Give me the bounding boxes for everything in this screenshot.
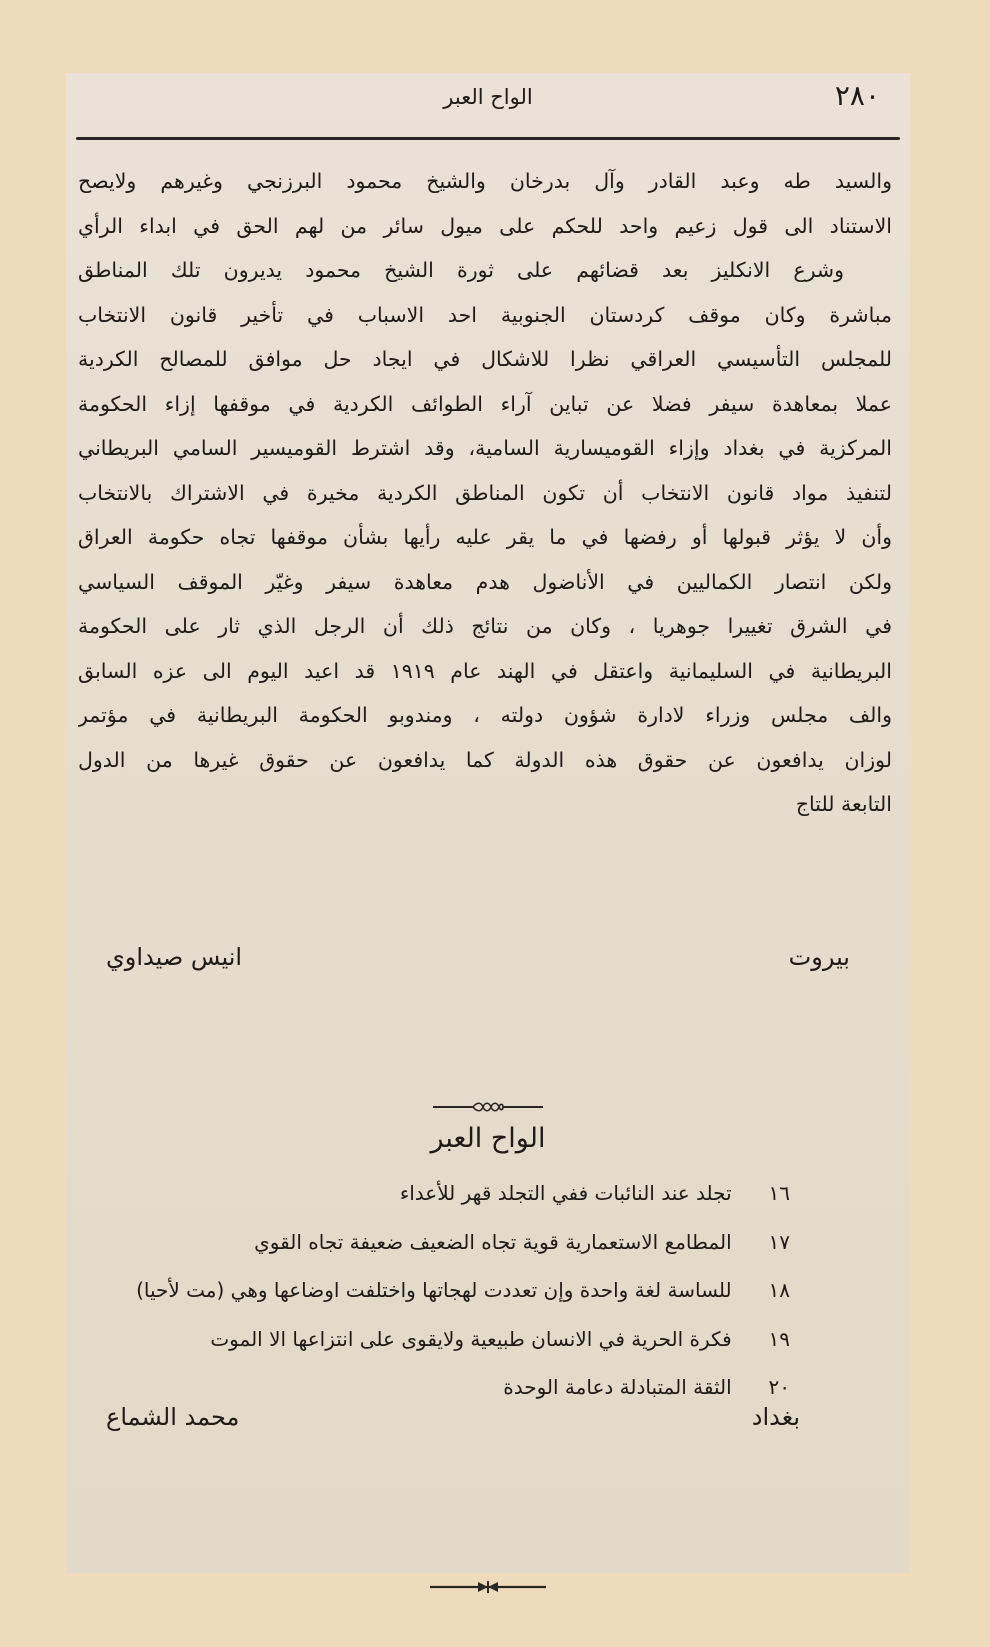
article-line: وشرع الانكليز بعد قضائهم على ثورة الشيخ محمود يديرون تلك المناطق: [78, 258, 844, 282]
maxim-number: ١٦: [768, 1181, 790, 1205]
signature-place: بيروت: [788, 943, 850, 971]
maxim-text: للساسة لغة واحدة وإن تعددت لهجاتها واختلفت اوضاعها وهي (مت لأحيا): [136, 1278, 732, 1302]
article-line: وأن لا يؤثر قبولها أو رفضها في ما يقر عليه رأيها بشأن موقفها تجاه حكومة العراق: [78, 525, 892, 549]
article-line: ولكن انتصار الكماليين في الأناضول هدم معاهدة سيفر وغيّر الموقف السياسي: [78, 569, 892, 594]
article-line: البريطانية في السليمانية واعتقل في الهند عام ١٩١٩ قد اعيد اليوم الى عزه السابق: [78, 658, 892, 683]
running-title: الواح العبر: [443, 85, 533, 109]
maxim-item: [96, 1315, 790, 1364]
maxim-text: تجلد عند النائبات ففي التجلد قهر للأعداء: [399, 1181, 732, 1205]
maxim-text: فكرة الحرية في الانسان طبيعية ولايقوى على انتزاعها الا الموت: [210, 1326, 732, 1351]
page-number: ٢٨٠: [834, 79, 880, 112]
page-header: [76, 79, 900, 119]
maxim-number: ١٨: [768, 1278, 790, 1302]
maxim-text: المطامع الاستعمارية قوية تجاه الضعيف ضعيفة تجاه القوي: [254, 1229, 732, 1254]
maxim-item: [96, 1266, 790, 1315]
article-body: [78, 159, 892, 827]
article-line: مباشرة وكان موقف كردستان الجنوبية احد الاسباب في تأخير قانون الانتخاب: [78, 302, 892, 327]
article-line: والسيد طه وعبد القادر وآل بدرخان والشيخ محمود البرزنجي وغيرهم ولايصح: [78, 169, 892, 193]
star-ornament-icon: [66, 1579, 910, 1591]
article-line: لتنفيذ مواد قانون الانتخاب أن تكون المناطق الكردية مخيرة في الاشتراك بالانتخاب: [78, 480, 892, 505]
maxim-item: [96, 1169, 790, 1218]
maxim-text: الثقة المتبادلة دعامة الوحدة: [503, 1375, 732, 1399]
signature-author: محمد الشماع: [106, 1403, 240, 1431]
article-line: والف مجلس وزراء لادارة شؤون دولته ، ومندوبو الحكومة البريطانية في مؤتمر: [78, 703, 892, 727]
maxim-number: ١٧: [768, 1229, 790, 1254]
maxims-list: [96, 1169, 790, 1412]
knot-ornament-icon: [66, 1098, 910, 1110]
header-rule: [76, 137, 900, 140]
signature-place: بغداد: [751, 1403, 800, 1431]
article-line: في الشرق تغييرا جوهريا ، وكان من نتائج ذلك أن الرجل الذي ثار على الحكومة: [78, 614, 892, 638]
maxim-number: ١٩: [768, 1326, 790, 1351]
article-line: المركزية في بغداد وإزاء القوميسارية السامية، وقد اشترط القوميسير السامي البريطاني: [78, 436, 892, 460]
section-title: الواح العبر: [430, 1123, 546, 1154]
maxim-item: [96, 1218, 790, 1267]
book-page: [66, 73, 910, 1573]
maxim-number: ٢٠: [768, 1375, 790, 1399]
article-line: التابعة للتاج: [795, 792, 892, 816]
article-line: للمجلس التأسيسي العراقي نظرا للاشكال في ايجاد حل موافق للمصالح الكردية: [78, 347, 892, 371]
article-line: عملا بمعاهدة سيفر فضلا عن تباين آراء الطوائف الكردية في موقفها إزاء الحكومة: [78, 391, 892, 416]
article-signature: [106, 943, 850, 983]
article-line: لوزان يدافعون عن حقوق هذه الدولة كما يدافعون عن حقوق غيرها من الدول: [78, 747, 892, 772]
article-line: الاستناد الى قول زعيم واحد للحكم على ميول سائر من لهم الحق في ابداء الرأي: [78, 213, 892, 238]
signature-author: انيس صيداوي: [106, 943, 243, 971]
section-signature: [106, 1403, 800, 1443]
